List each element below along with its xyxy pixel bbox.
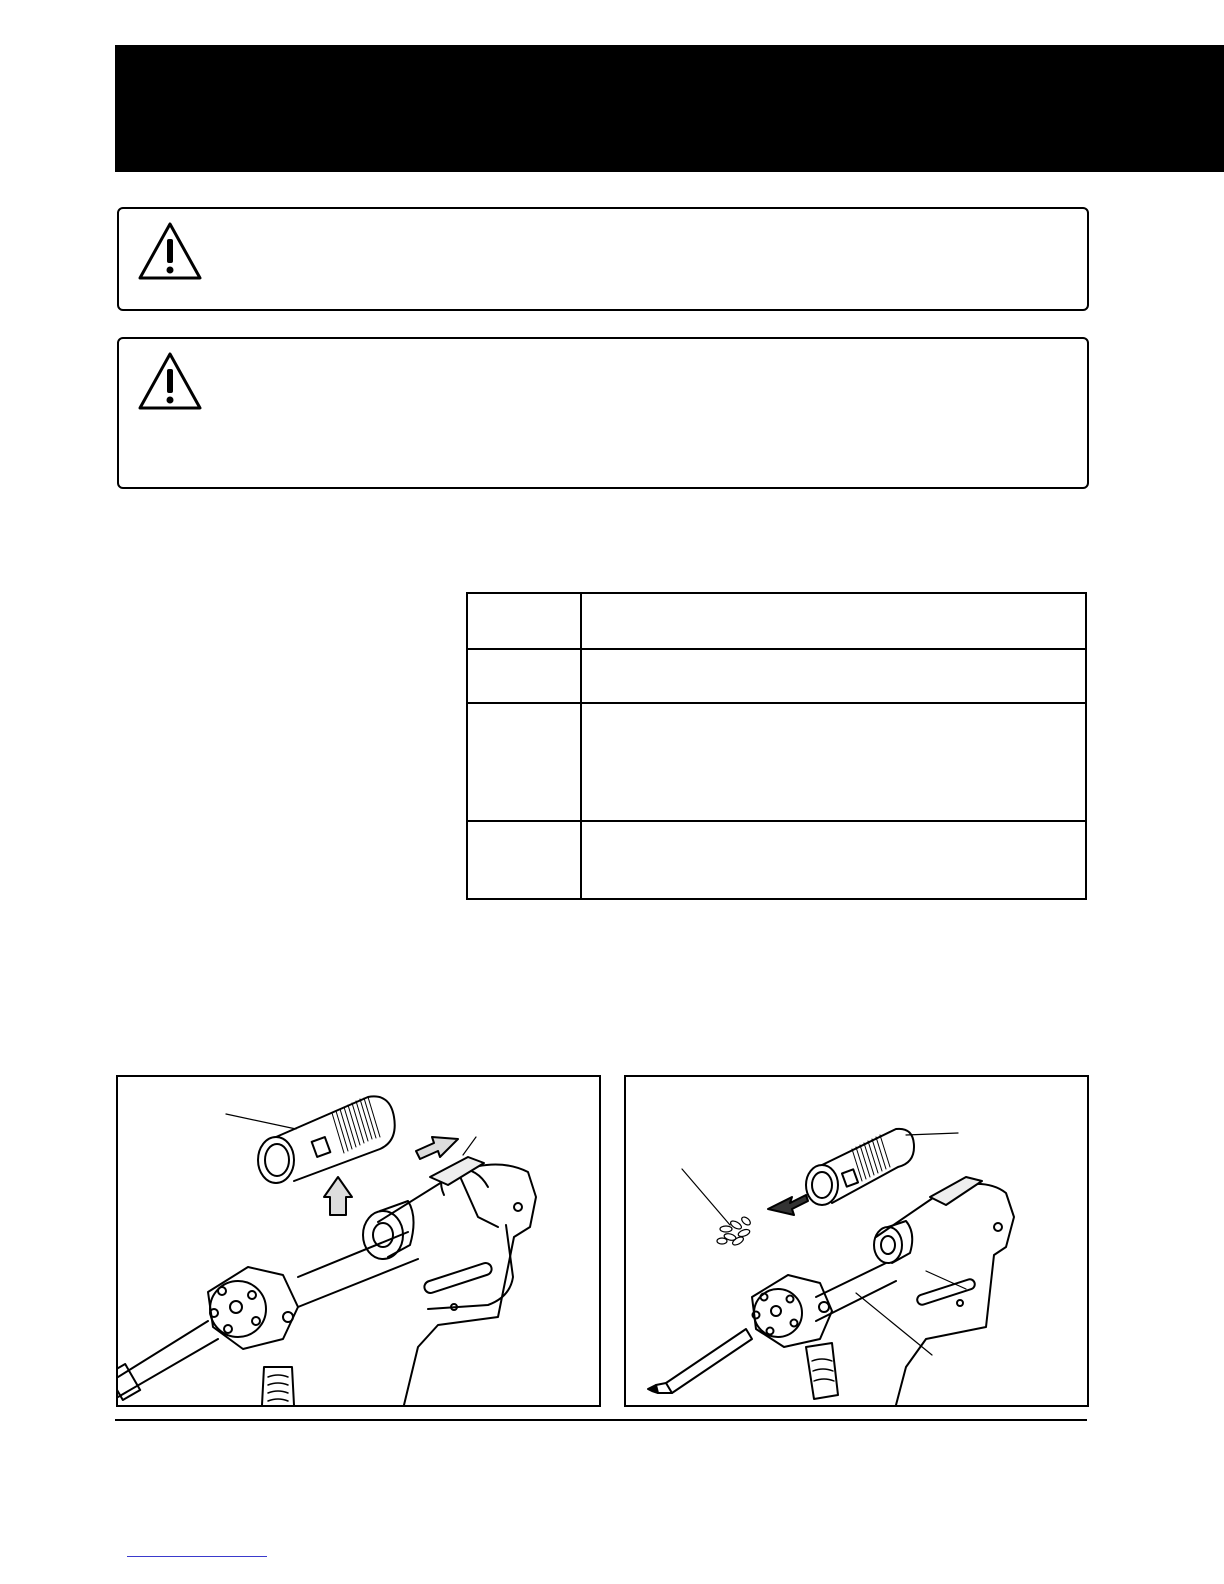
header-band — [115, 45, 1224, 172]
table-row — [467, 649, 1086, 703]
table-cell-value — [581, 593, 1086, 649]
figure-nozzle-cleaning — [624, 1075, 1089, 1407]
warning-triangle-icon — [137, 351, 203, 411]
caution-box-1 — [117, 207, 1089, 311]
nozzle-removal-illustration — [118, 1077, 599, 1405]
table-row — [467, 593, 1086, 649]
table-row — [467, 821, 1086, 899]
caution-box-2 — [117, 337, 1089, 489]
figure-nozzle-removal — [116, 1075, 601, 1407]
table-cell-label — [467, 593, 581, 649]
table-cell-label — [467, 703, 581, 821]
footer-link-underline[interactable] — [127, 1556, 267, 1557]
table-cell-label — [467, 821, 581, 899]
nozzle-cleaning-illustration — [626, 1077, 1087, 1405]
table-cell-label — [467, 649, 581, 703]
table-cell-value — [581, 821, 1086, 899]
table-cell-value — [581, 649, 1086, 703]
spec-table — [466, 592, 1087, 900]
table-cell-value — [581, 703, 1086, 821]
warning-triangle-icon — [137, 221, 203, 281]
bottom-rule — [115, 1419, 1087, 1421]
table-row — [467, 703, 1086, 821]
